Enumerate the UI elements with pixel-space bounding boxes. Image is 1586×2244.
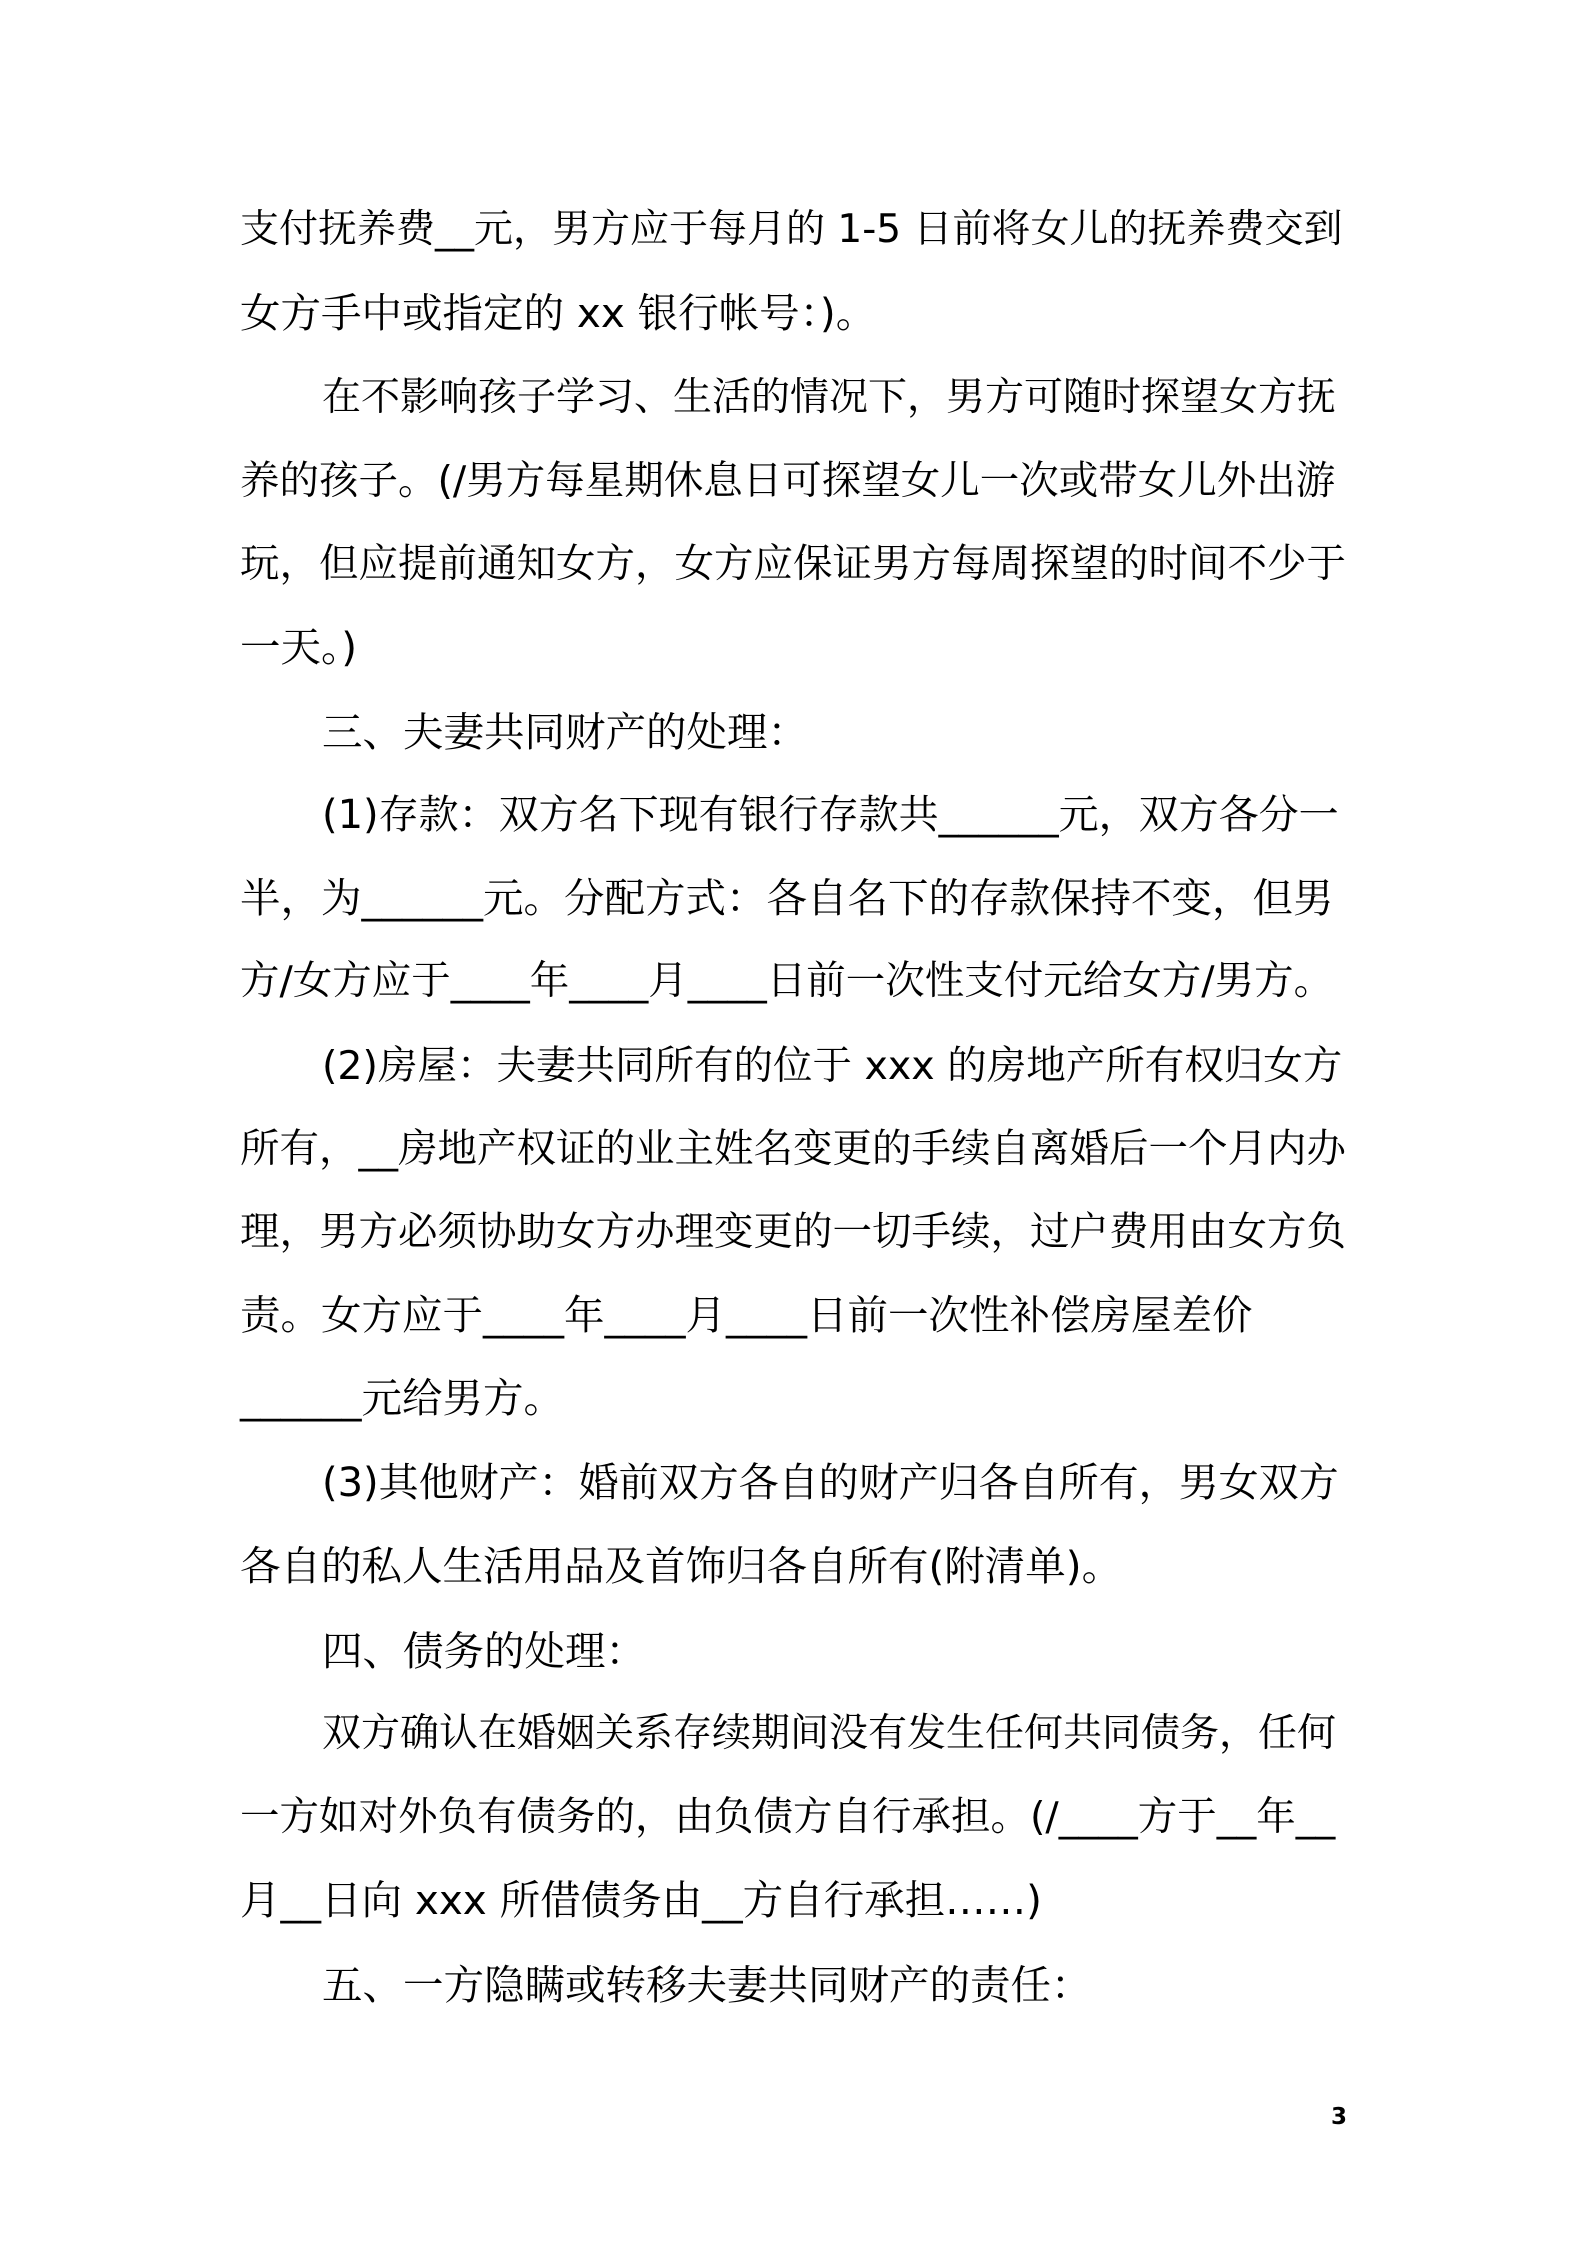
paragraph-line: (1)存款：双方名下现有银行存款共______元，双方各分一 xyxy=(322,792,1339,838)
text-line: 责。女方应于____年____月____日前一次性补偿房屋差价 xyxy=(240,1291,1253,1339)
text-line: 女方手中或指定的 xx 银行帐号：)。 xyxy=(240,289,877,337)
text-line: 玩，但应提前通知女方，女方应保证男方每周探望的时间不少于 xyxy=(240,541,1346,587)
text-line: 月__日向 xxx 所借债务由__方自行承担……) xyxy=(240,1876,1042,1924)
page-number: 3 xyxy=(1331,2104,1348,2130)
text-line: 养的孩子。(/男方每星期休息日可探望女儿一次或带女儿外出游 xyxy=(240,458,1336,504)
paragraph-line: (3)其他财产：婚前双方各自的财产归各自所有，男女双方 xyxy=(322,1460,1339,1506)
paragraph-line: (2)房屋：夫妻共同所有的位于 xxx 的房地产所有权归女方 xyxy=(322,1043,1343,1089)
section-heading: 四、债务的处理： xyxy=(322,1627,646,1675)
text-line: 理，男方必须协助女方办理变更的一切手续，过户费用由女方负 xyxy=(240,1209,1346,1255)
text-line: ______元给男方。 xyxy=(240,1374,564,1422)
text-line: 一天。) xyxy=(240,623,358,671)
text-line: 半，为______元。分配方式：各自名下的存款保持不变，但男 xyxy=(240,874,1334,922)
text-line: 各自的私人生活用品及首饰归各自所有(附清单)。 xyxy=(240,1542,1123,1590)
text-line: 支付抚养费__元，男方应于每月的 1-5 日前将女儿的抚养费交到 xyxy=(240,207,1343,252)
text-line: 所有，__房地产权证的业主姓名变更的手续自离婚后一个月内办 xyxy=(240,1126,1346,1172)
text-line: 一方如对外负有债务的，由负债方自行承担。(/____方于__年__ xyxy=(240,1794,1336,1840)
section-heading: 三、夫妻共同财产的处理： xyxy=(322,708,808,756)
paragraph-line: 在不影响孩子学习、生活的情况下，男方可随时探望女方抚 xyxy=(322,375,1337,420)
text-line: 方/女方应于____年____月____日前一次性支付元给女方/男方。 xyxy=(240,958,1334,1004)
paragraph-line: 双方确认在婚姻关系存续期间没有发生任何共同债务，任何 xyxy=(322,1711,1337,1756)
section-heading: 五、一方隐瞒或转移夫妻共同财产的责任： xyxy=(322,1961,1092,2009)
